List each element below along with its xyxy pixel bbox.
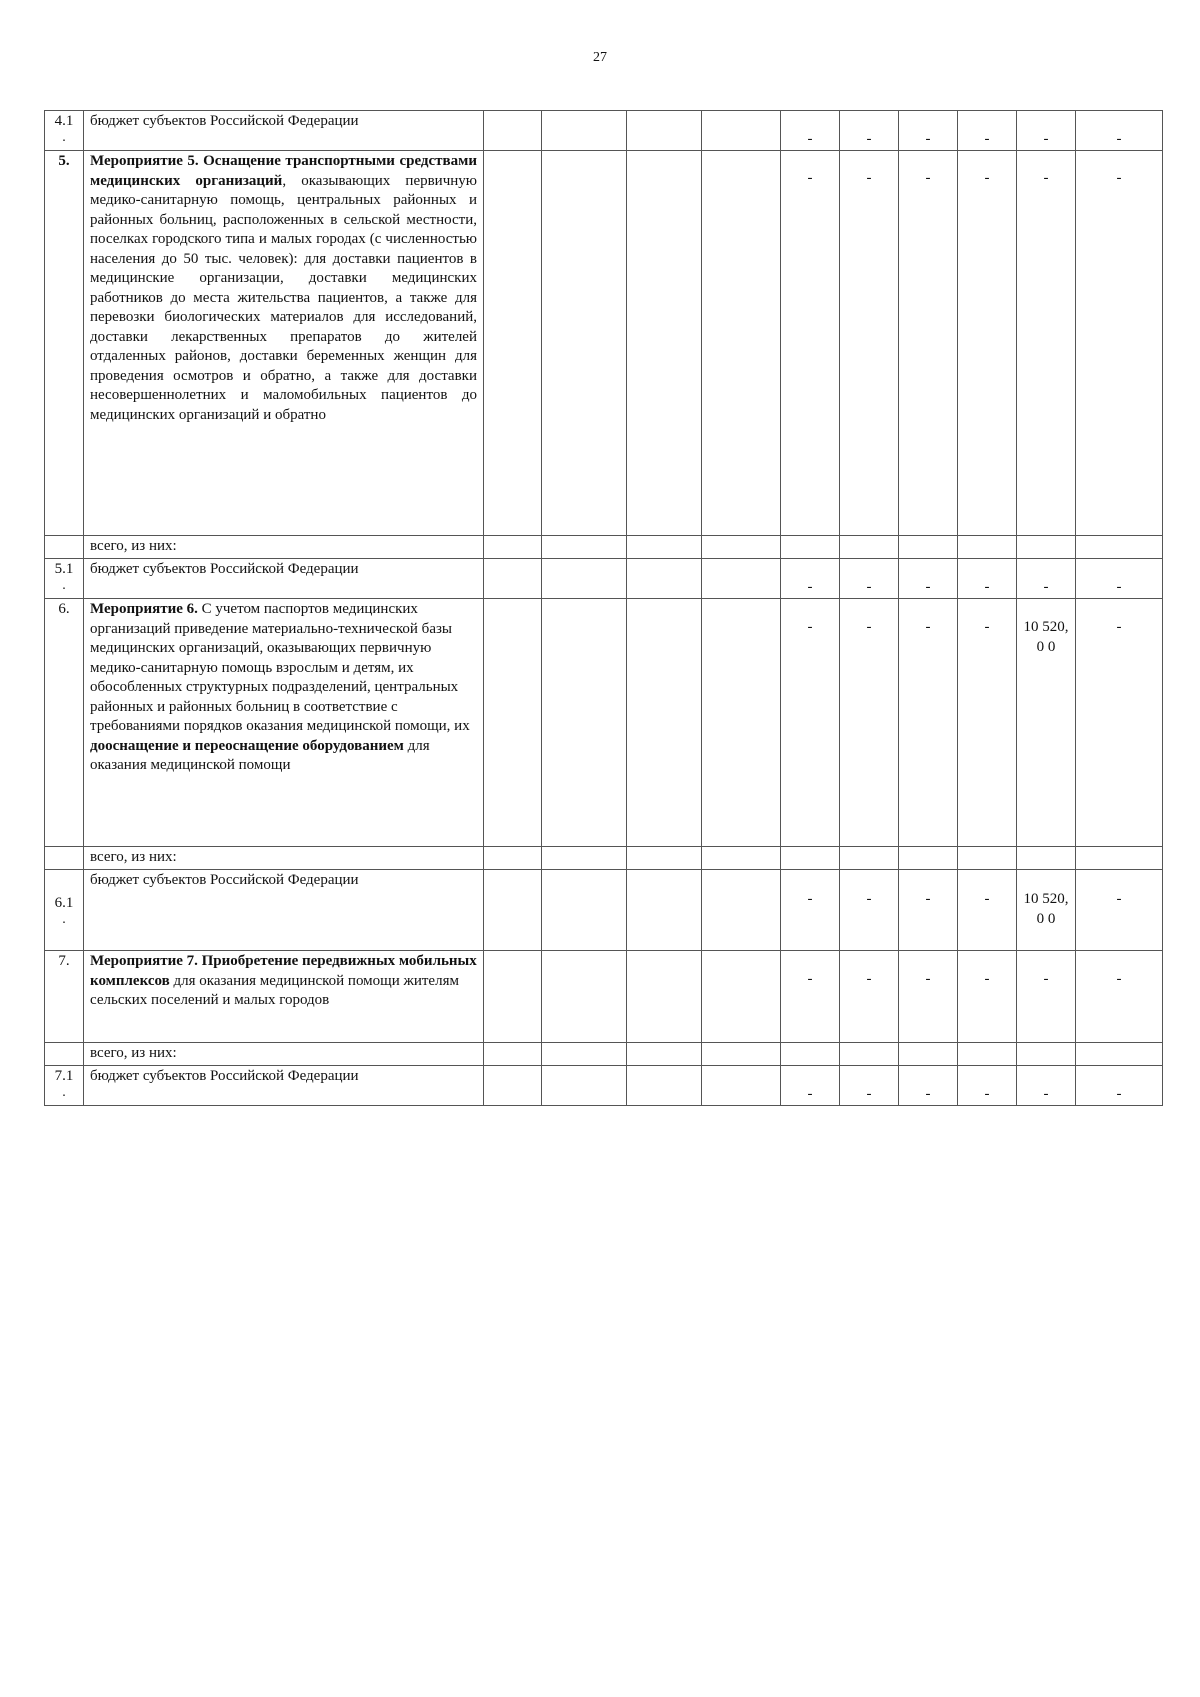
table-row bbox=[45, 536, 1163, 559]
cell-value: - bbox=[1076, 151, 1163, 536]
cell-value: - bbox=[958, 1066, 1017, 1106]
cell-value: - bbox=[958, 111, 1017, 151]
row-number: 7. bbox=[45, 951, 84, 1043]
cell-value: - bbox=[840, 951, 899, 1043]
cell-value: - bbox=[1076, 870, 1163, 951]
cell-value: - bbox=[1076, 1066, 1163, 1106]
cell-value: - bbox=[781, 559, 840, 599]
cell-value: - bbox=[781, 951, 840, 1043]
cell-value: - bbox=[781, 1066, 840, 1106]
cell-value: - bbox=[899, 951, 958, 1043]
cell-value: - bbox=[899, 111, 958, 151]
cell-value: 10 520,0 0 bbox=[1017, 599, 1076, 847]
cell-value: - bbox=[1017, 559, 1076, 599]
cell-value: - bbox=[899, 151, 958, 536]
row-number: 4.1 . bbox=[45, 111, 84, 151]
budget-table bbox=[44, 110, 1163, 1106]
row-description: Мероприятие 7. Приобретение передвижных мобильных комплексов для оказания медицинской помощи жителям сельских поселений и малых городов bbox=[84, 951, 484, 1043]
row-description: бюджет субъектов Российской Федерации bbox=[84, 870, 484, 951]
cell-value: - bbox=[840, 1066, 899, 1106]
row-number: 5. bbox=[45, 151, 84, 536]
cell-value: - bbox=[840, 559, 899, 599]
cell-value: - bbox=[840, 599, 899, 847]
table-row bbox=[45, 599, 1163, 847]
table-row bbox=[45, 151, 1163, 536]
cell-value: - bbox=[1017, 951, 1076, 1043]
row-description: бюджет субъектов Российской Федерации bbox=[84, 1066, 484, 1106]
table-row bbox=[45, 559, 1163, 599]
cell-value: - bbox=[958, 870, 1017, 951]
cell-value: - bbox=[958, 951, 1017, 1043]
cell-value: - bbox=[899, 870, 958, 951]
row-number: 7.1 . bbox=[45, 1066, 84, 1106]
cell-value: - bbox=[840, 870, 899, 951]
cell-value: - bbox=[1017, 111, 1076, 151]
cell-value: - bbox=[840, 151, 899, 536]
row-description: всего, из них: bbox=[84, 536, 484, 559]
cell-value: - bbox=[781, 599, 840, 847]
cell-value: - bbox=[781, 111, 840, 151]
row-description: бюджет субъектов Российской Федерации bbox=[84, 111, 484, 151]
table-row bbox=[45, 870, 1163, 951]
table-row bbox=[45, 111, 1163, 151]
cell-value: - bbox=[1076, 559, 1163, 599]
cell-value: 10 520,0 0 bbox=[1017, 870, 1076, 951]
page-number: 27 bbox=[593, 50, 607, 65]
cell-value: - bbox=[840, 111, 899, 151]
table-row bbox=[45, 951, 1163, 1043]
row-number: 6. bbox=[45, 599, 84, 847]
cell-value: - bbox=[899, 559, 958, 599]
cell-value: - bbox=[1017, 151, 1076, 536]
row-description: всего, из них: bbox=[84, 1043, 484, 1066]
cell-value: - bbox=[1076, 599, 1163, 847]
row-description: всего, из них: bbox=[84, 847, 484, 870]
table-row bbox=[45, 847, 1163, 870]
row-description: Мероприятие 6. С учетом паспортов медицинских организаций приведение материально-технической базы медицинских организаций, оказывающих первичную медико-санитарную помощь взрослым и детям, их обособленных структурных подразделений, центральных районных и районных больниц в соответствие с требованиями порядков оказания медицинской помощи, их дооснащение и переоснащение оборудованием для оказания медицинской помощи bbox=[84, 599, 484, 847]
cell-value: - bbox=[899, 599, 958, 847]
cell-value: - bbox=[781, 151, 840, 536]
cell-value: - bbox=[958, 151, 1017, 536]
cell-value: - bbox=[899, 1066, 958, 1106]
cell-value: - bbox=[958, 559, 1017, 599]
row-description: Мероприятие 5. Оснащение транспортными средствами медицинских организаций, оказывающих первичную медико-санитарную помощь, центральных районных и районных больниц, расположенных в сельской местности, поселках городского типа и малых городах (с численностью населения до 50 тыс. человек): для доставки пациентов в медицинские организации, доставки медицинских работников до места жительства пациентов, а также для перевозки биологических материалов для исследований, доставки лекарственных препаратов до жителей отдаленных районов, доставки беременных женщин для проведения осмотров и обратно, а также для доставки несовершеннолетних и маломобильных пациентов до медицинских организаций и обратно bbox=[84, 151, 484, 536]
cell-value: - bbox=[781, 870, 840, 951]
cell-value: - bbox=[1076, 951, 1163, 1043]
table-row bbox=[45, 1043, 1163, 1066]
table-row bbox=[45, 1066, 1163, 1106]
cell-value: - bbox=[1076, 111, 1163, 151]
row-number: 6.1 . bbox=[45, 870, 84, 951]
row-number: 5.1 . bbox=[45, 559, 84, 599]
row-description: бюджет субъектов Российской Федерации bbox=[84, 559, 484, 599]
cell-value: - bbox=[1017, 1066, 1076, 1106]
cell-value: - bbox=[958, 599, 1017, 847]
